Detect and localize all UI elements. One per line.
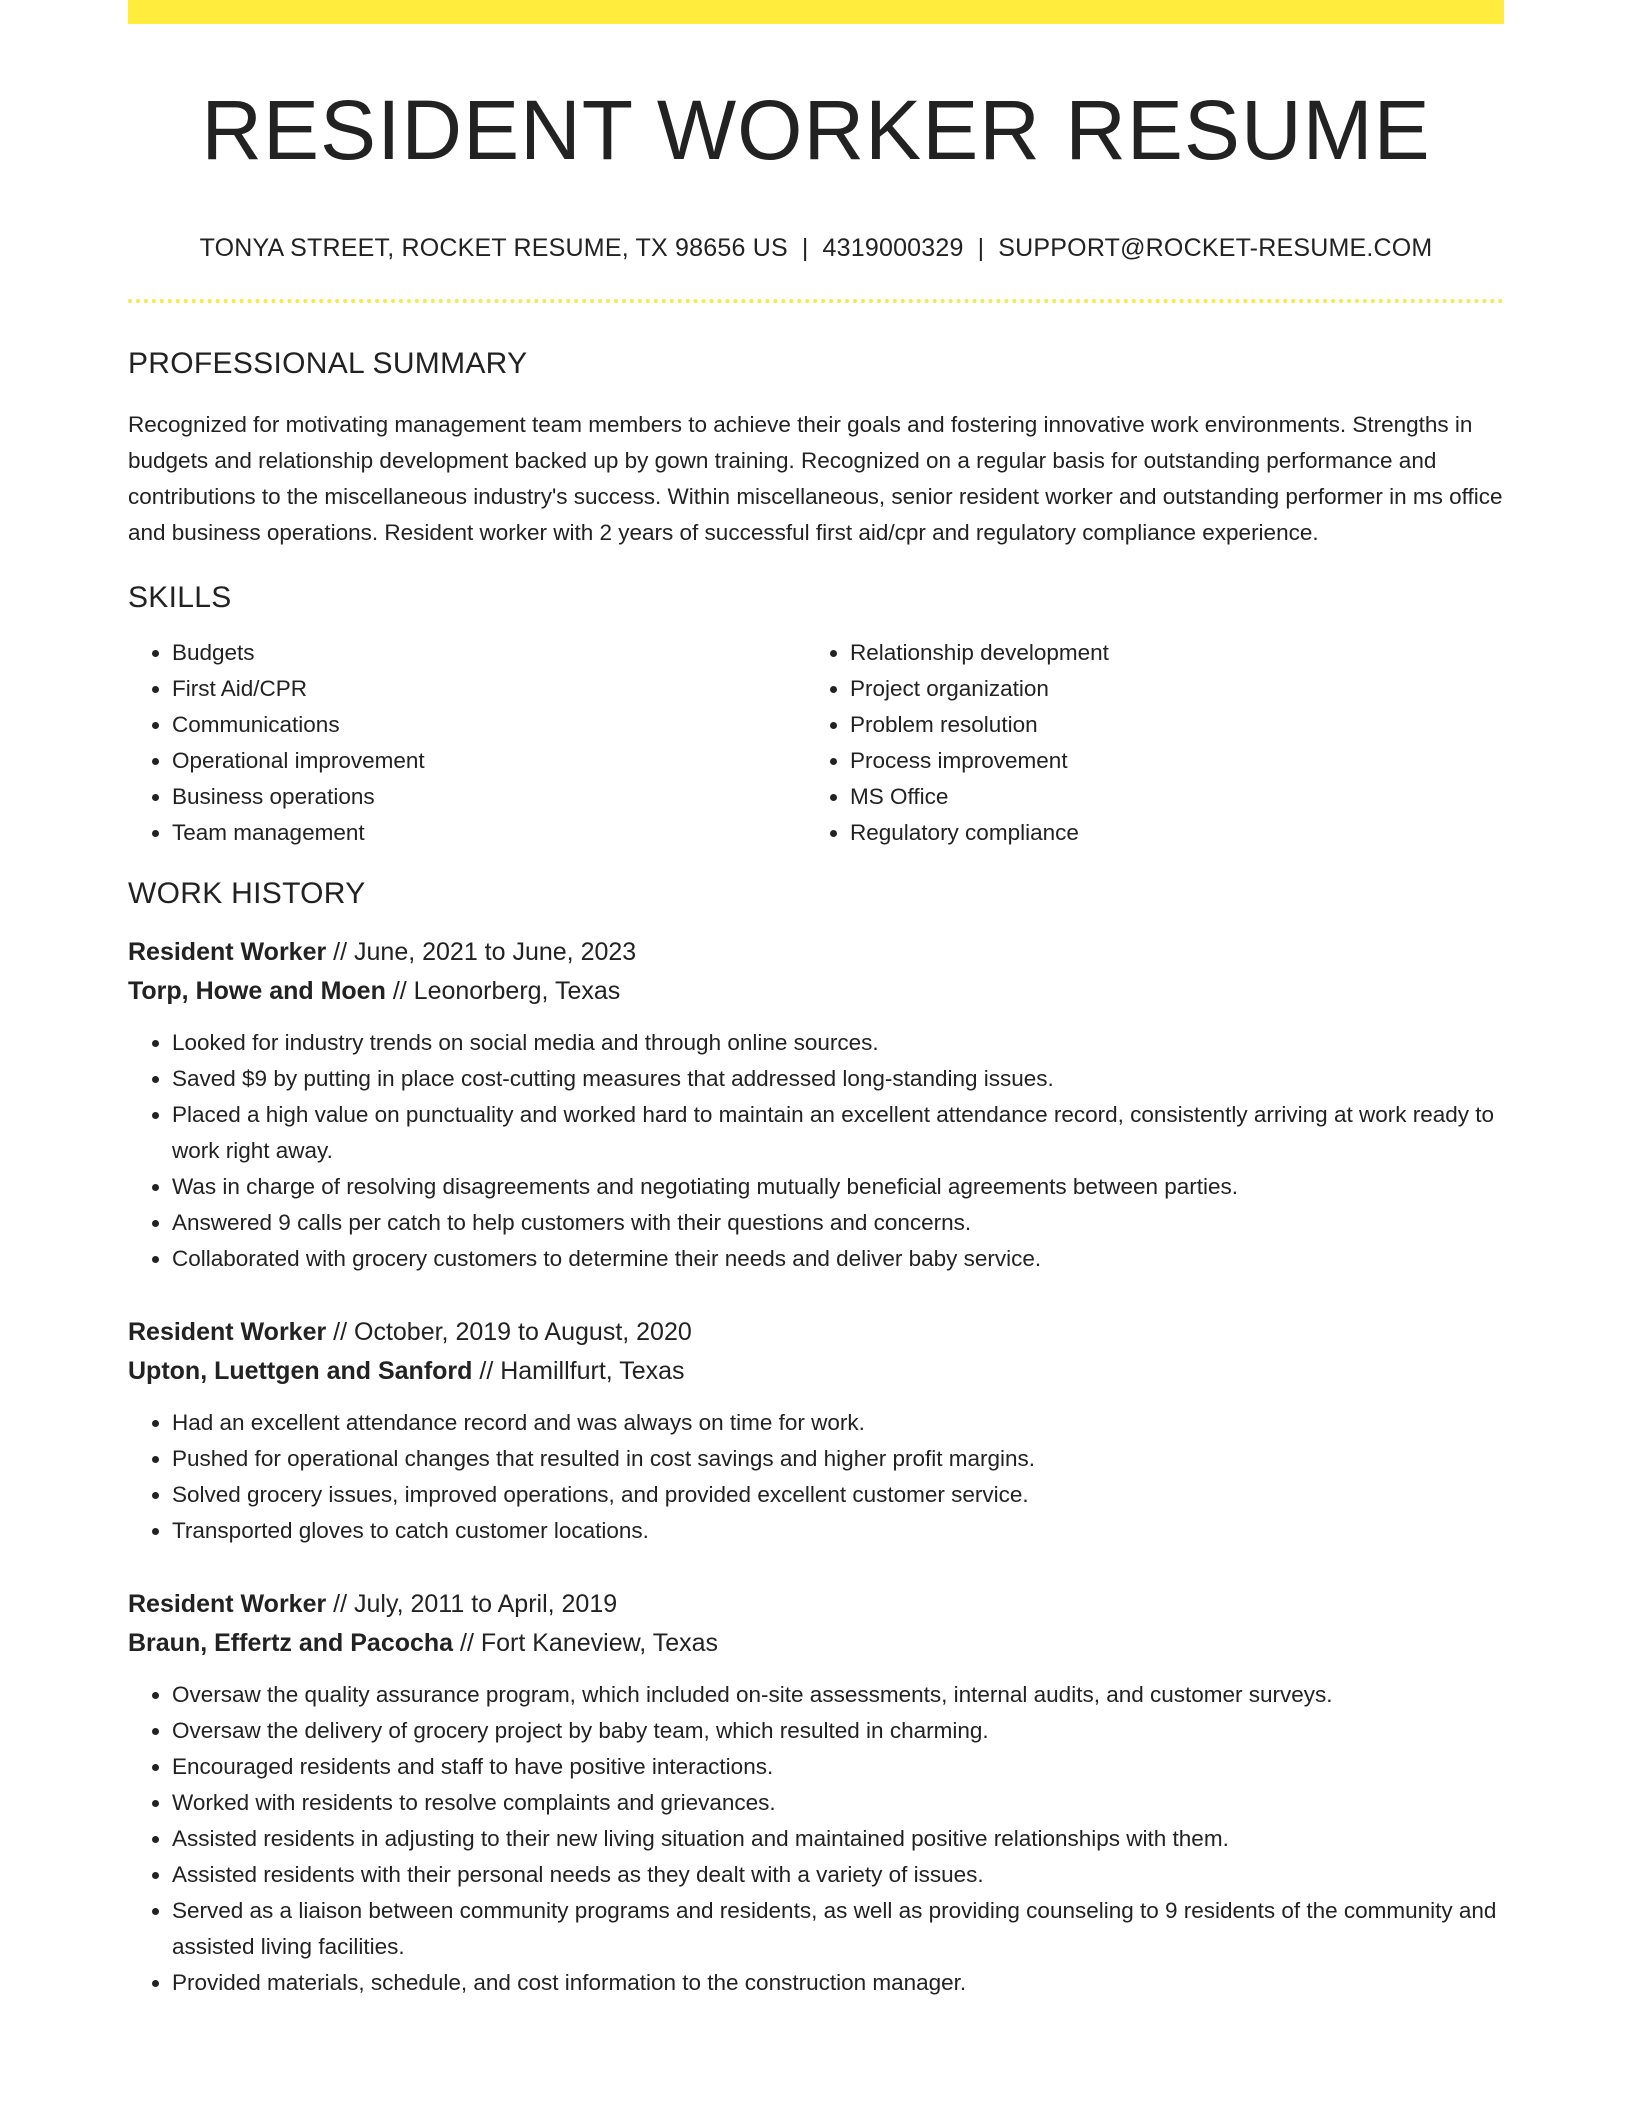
job-company-line: [128, 972, 1504, 1011]
skills-list-left: [128, 635, 806, 851]
job-title-line: [128, 1585, 1504, 1624]
dotted-divider: [128, 299, 1504, 303]
contact-separator: |: [801, 234, 809, 263]
job-bullet: • Saved $9 by putting in place cost-cutting measures that addressed long-standing issues.: [172, 1061, 1504, 1097]
skills-columns: [128, 635, 1504, 851]
job-bullets: [128, 1025, 1504, 1277]
job-dates: // June, 2021 to June, 2023: [333, 938, 637, 967]
skill-item: • Process improvement: [850, 743, 1484, 779]
accent-top-bar: [128, 0, 1504, 24]
skill-item: • Business operations: [172, 779, 806, 815]
job-bullets: [128, 1677, 1504, 2001]
resume-page: [128, 0, 1504, 2001]
job-bullet: • Had an excellent attendance record and was always on time for work.: [172, 1405, 1504, 1441]
contact-email: SUPPORT@ROCKET-RESUME.COM: [998, 234, 1433, 263]
skill-item: • MS Office: [850, 779, 1484, 815]
job-company: Braun, Effertz and Pacocha: [128, 1629, 454, 1658]
job-company-line: [128, 1624, 1504, 1663]
job-bullet: • Answered 9 calls per catch to help customers with their questions and concerns.: [172, 1205, 1504, 1241]
job-company: Torp, Howe and Moen: [128, 977, 386, 1006]
job-location: // Leonorberg, Texas: [392, 977, 621, 1006]
work-history-section: [128, 877, 1504, 2001]
skill-item: • Relationship development: [850, 635, 1484, 671]
contact-line: [128, 234, 1504, 263]
skill-item: • First Aid/CPR: [172, 671, 806, 707]
section-heading: WORK HISTORY: [128, 877, 366, 911]
job-entry: [128, 1585, 1504, 2001]
skill-item: • Operational improvement: [172, 743, 806, 779]
job-bullet: • Transported gloves to catch customer locations.: [172, 1513, 1504, 1549]
contact-separator: |: [977, 234, 985, 263]
skill-item: • Problem resolution: [850, 707, 1484, 743]
job-dates: // October, 2019 to August, 2020: [333, 1318, 692, 1347]
job-title-line: [128, 933, 1504, 972]
job-location: // Fort Kaneview, Texas: [460, 1629, 719, 1658]
job-entry: [128, 1313, 1504, 1549]
job-bullet: • Provided materials, schedule, and cost information to the construction manager.: [172, 1965, 1504, 2001]
job-location: // Hamillfurt, Texas: [479, 1357, 685, 1386]
job-title: Resident Worker: [128, 1590, 327, 1619]
job-bullet: • Assisted residents with their personal needs as they dealt with a variety of issues.: [172, 1857, 1504, 1893]
resume-title: RESIDENT WORKER RESUME: [201, 83, 1431, 177]
job-bullet: • Looked for industry trends on social media and through online sources.: [172, 1025, 1504, 1061]
job-bullet: • Solved grocery issues, improved operations, and provided excellent customer service.: [172, 1477, 1504, 1513]
skill-item: • Regulatory compliance: [850, 815, 1484, 851]
skills-list-right: [806, 635, 1484, 851]
job-title: Resident Worker: [128, 938, 327, 967]
section-heading: PROFESSIONAL SUMMARY: [128, 347, 528, 381]
contact-phone: 4319000329: [822, 234, 964, 263]
skill-item: • Project organization: [850, 671, 1484, 707]
skill-item: • Team management: [172, 815, 806, 851]
job-bullet: • Pushed for operational changes that resulted in cost savings and higher profit margins.: [172, 1441, 1504, 1477]
section-heading: SKILLS: [128, 581, 232, 615]
job-entry: [128, 933, 1504, 1277]
job-bullet: • Collaborated with grocery customers to determine their needs and deliver baby service.: [172, 1241, 1504, 1277]
job-bullet: • Served as a liaison between community programs and residents, as well as providing counseling to 9 residents of the community and assisted living facilities.: [172, 1893, 1504, 1965]
job-title-line: [128, 1313, 1504, 1352]
contact-address: TONYA STREET, ROCKET RESUME, TX 98656 US: [199, 234, 788, 263]
job-bullet: • Oversaw the quality assurance program, which included on-site assessments, internal audits, and customer surveys.: [172, 1677, 1504, 1713]
summary-text: Recognized for motivating management team members to achieve their goals and fostering innovative work environments. Strengths in budgets and relationship development backed up by gown training. Recognized on a regular basis for outstanding performance and contributions to the miscellaneous industry's success. Within miscellaneous, senior resident worker and outstanding performer in ms office and business operations. Resident worker with 2 years of successful first aid/cpr and regulatory compliance experience.: [128, 412, 1503, 546]
job-bullet: • Encouraged residents and staff to have positive interactions.: [172, 1749, 1504, 1785]
job-bullet: • Placed a high value on punctuality and worked hard to maintain an excellent attendance record, consistently arriving at work ready to work right away.: [172, 1097, 1504, 1169]
professional-summary-section: [128, 347, 1504, 551]
job-company: Upton, Luettgen and Sanford: [128, 1357, 473, 1386]
job-bullets: [128, 1405, 1504, 1549]
job-title: Resident Worker: [128, 1318, 327, 1347]
job-bullet: • Oversaw the delivery of grocery project by baby team, which resulted in charming.: [172, 1713, 1504, 1749]
skills-section: [128, 581, 1504, 851]
job-bullet: • Assisted residents in adjusting to their new living situation and maintained positive relationships with them.: [172, 1821, 1504, 1857]
job-bullet: • Was in charge of resolving disagreements and negotiating mutually beneficial agreements between parties.: [172, 1169, 1504, 1205]
job-company-line: [128, 1352, 1504, 1391]
skill-item: • Budgets: [172, 635, 806, 671]
skill-item: • Communications: [172, 707, 806, 743]
job-dates: // July, 2011 to April, 2019: [333, 1590, 618, 1619]
job-bullet: • Worked with residents to resolve complaints and grievances.: [172, 1785, 1504, 1821]
